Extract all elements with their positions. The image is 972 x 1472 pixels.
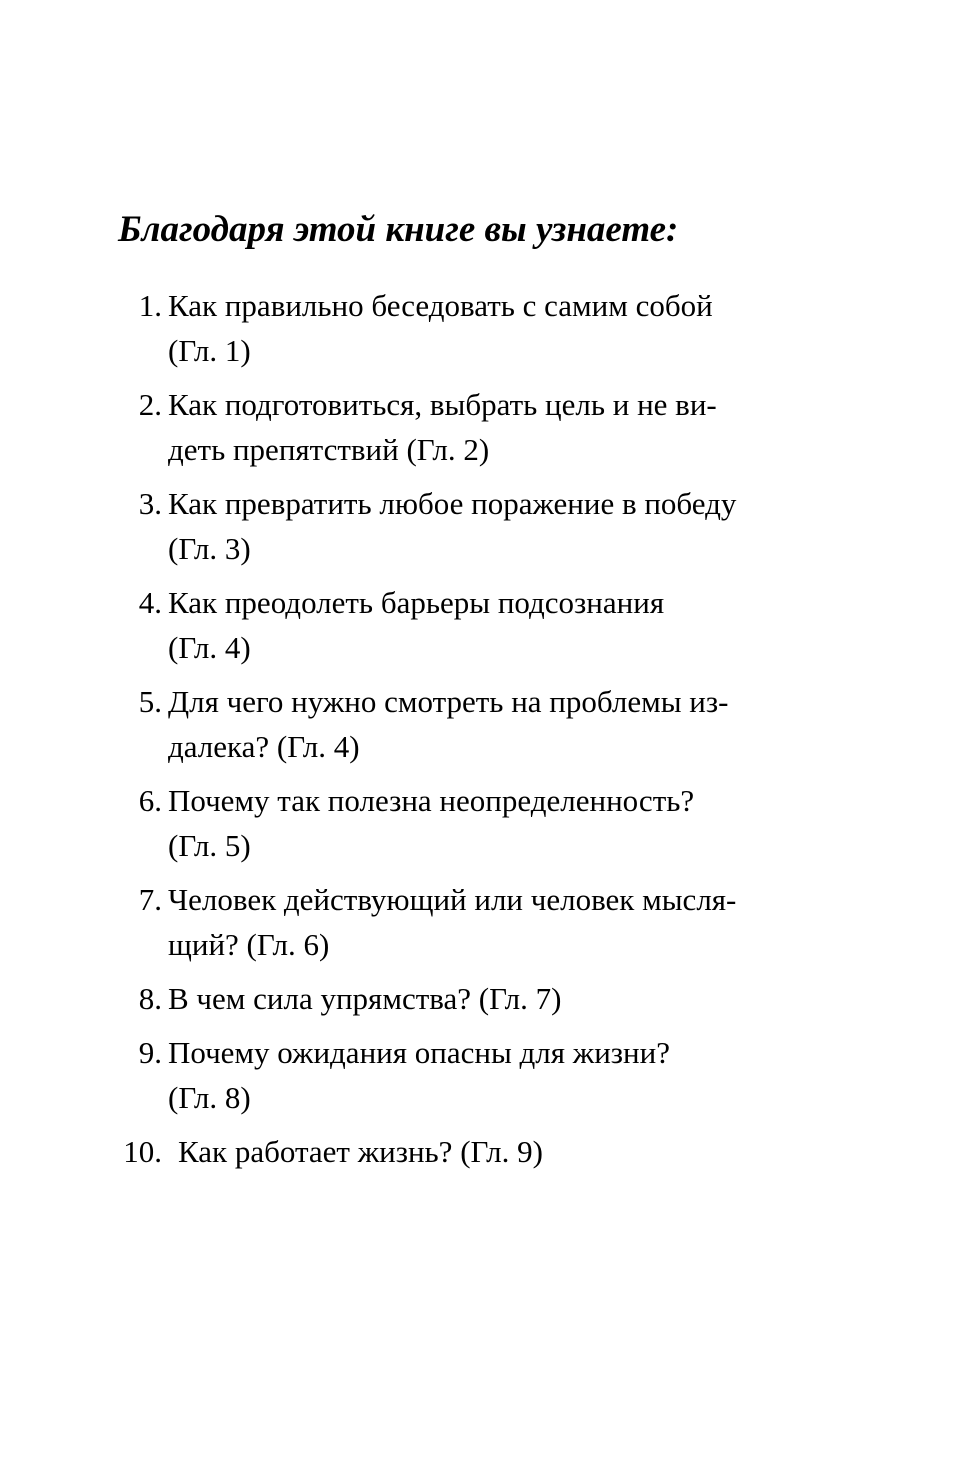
- list-item-number: 3.: [138, 486, 162, 521]
- list-item-line: (Гл. 8): [168, 1080, 251, 1115]
- list-item-line: (Гл. 5): [168, 828, 251, 863]
- list-item-line: Как работает жизнь? (Гл. 9): [178, 1134, 543, 1169]
- list-item: [0, 382, 972, 472]
- list-item-text: [178, 1129, 858, 1174]
- list-item-line: (Гл. 4): [168, 630, 251, 665]
- list-item-line: В чем сила упрямства? (Гл. 7): [168, 981, 562, 1016]
- list-item-text: [168, 481, 848, 571]
- list-item-text: [168, 580, 848, 670]
- list-item: [0, 679, 972, 769]
- list-item-number: 10.: [123, 1134, 162, 1169]
- list-item-line: Почему так полезна неопределенность?: [168, 783, 695, 818]
- list-item-line: Для чего нужно смотреть на проблемы из-: [168, 684, 729, 719]
- list-item-line: Человек действующий или человек мысля-: [168, 882, 737, 917]
- list-item: [0, 976, 972, 1021]
- list-item-text: [168, 679, 848, 769]
- list-item-text: [168, 382, 848, 472]
- list-item: [0, 580, 972, 670]
- list-item-line: (Гл. 3): [168, 531, 251, 566]
- page-heading: Благодаря этой книге вы узнаете:: [118, 209, 679, 250]
- list-item: [0, 1030, 972, 1120]
- list-item-text: [168, 283, 848, 373]
- list-item: [0, 481, 972, 571]
- list-item-line: деть препятствий (Гл. 2): [168, 432, 490, 467]
- list-item-number: 6.: [138, 783, 162, 818]
- list-item-number: 7.: [138, 882, 162, 917]
- list-item-text: [168, 976, 848, 1021]
- list-item: [0, 778, 972, 868]
- list-item-number: 9.: [138, 1035, 162, 1070]
- contents-list: [0, 283, 972, 1183]
- list-item-line: Как превратить любое поражение в победу: [168, 486, 737, 521]
- list-item-number: 2.: [138, 387, 162, 422]
- list-item-line: Как подготовиться, выбрать цель и не ви-: [168, 387, 717, 422]
- list-item-number: 1.: [138, 288, 162, 323]
- list-item-number: 8.: [138, 981, 162, 1016]
- list-item-line: Почему ожидания опасны для жизни?: [168, 1035, 670, 1070]
- list-item: [0, 283, 972, 373]
- list-item-line: Как правильно беседовать с самим собой: [168, 288, 713, 323]
- list-item-number: 5.: [138, 684, 162, 719]
- list-item-text: [168, 778, 848, 868]
- list-item-line: щий? (Гл. 6): [168, 927, 330, 962]
- list-item-text: [168, 877, 848, 967]
- list-item-line: Как преодолеть барьеры подсознания: [168, 585, 665, 620]
- list-item-number: 4.: [138, 585, 162, 620]
- list-item: [0, 877, 972, 967]
- list-item: [0, 1129, 972, 1174]
- list-item-line: далека? (Гл. 4): [168, 729, 360, 764]
- list-item-line: (Гл. 1): [168, 333, 251, 368]
- list-item-text: [168, 1030, 848, 1120]
